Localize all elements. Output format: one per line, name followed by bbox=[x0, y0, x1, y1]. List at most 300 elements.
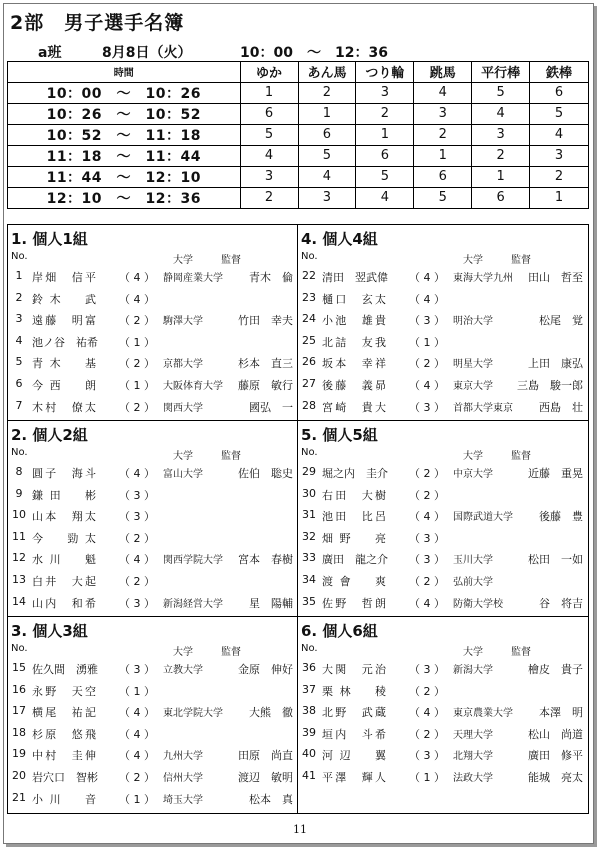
player-name: 坂本 幸祥 bbox=[322, 357, 386, 371]
rotation-squad-number: 5 bbox=[414, 187, 472, 208]
player-university: 東京農業大学 bbox=[453, 708, 513, 720]
rotation-squad-number: 6 bbox=[530, 82, 589, 103]
rotation-squad-number: 4 bbox=[356, 187, 414, 208]
player-row bbox=[298, 487, 587, 508]
player-name: 白井 大起 bbox=[32, 575, 96, 588]
player-name: 樋口 玄太 bbox=[322, 292, 386, 306]
rotation-squad-number: 3 bbox=[240, 166, 298, 187]
player-name: 今西 朗 bbox=[32, 379, 96, 392]
player-row bbox=[298, 704, 587, 725]
group-title: 4. 個人4組 bbox=[301, 230, 378, 248]
player-number: 38 bbox=[302, 704, 316, 718]
player-university: 東北学院大学 bbox=[163, 708, 223, 720]
player-year: （ 2 ） bbox=[409, 357, 445, 371]
player-year: （ 3 ） bbox=[119, 510, 155, 524]
player-year: （ 2 ） bbox=[119, 314, 155, 328]
player-university: 埼玉大学 bbox=[163, 794, 203, 806]
player-year: （ 4 ） bbox=[119, 271, 155, 284]
player-name: 中村 圭伸 bbox=[32, 749, 96, 763]
player-number: 18 bbox=[12, 725, 26, 739]
player-year: （ 3 ） bbox=[409, 400, 445, 414]
player-year: （ 4 ） bbox=[409, 510, 445, 524]
player-name: 清田 翌武偉 bbox=[322, 271, 388, 284]
player-number: 2 bbox=[15, 290, 23, 304]
player-row bbox=[298, 399, 587, 420]
player-number: 21 bbox=[12, 790, 26, 804]
player-number: 8 bbox=[15, 465, 23, 478]
column-header-no: No. bbox=[301, 251, 318, 262]
player-university: 新潟大学 bbox=[453, 665, 493, 676]
player-number: 34 bbox=[302, 573, 316, 586]
player-row bbox=[8, 551, 297, 572]
player-name: 池ノ谷 祐希 bbox=[32, 335, 98, 349]
rotation-squad-number: 1 bbox=[530, 187, 589, 208]
player-number: 12 bbox=[12, 551, 26, 565]
player-name: 小池 雄貴 bbox=[322, 314, 386, 328]
date-label: 8月8日（火） bbox=[102, 45, 192, 61]
player-year: （ 2 ） bbox=[119, 400, 155, 414]
rotation-squad-number: 2 bbox=[240, 187, 298, 208]
column-header-no: No. bbox=[301, 643, 318, 654]
player-row bbox=[298, 334, 587, 355]
player-coach: 能城 亮太 bbox=[528, 771, 583, 784]
groups-frame bbox=[7, 224, 589, 814]
player-university: 富山大学 bbox=[163, 469, 203, 480]
player-row bbox=[8, 465, 297, 486]
player-year: （ 4 ） bbox=[409, 271, 445, 284]
player-name: 廣田 龍之介 bbox=[322, 553, 388, 567]
player-university: 国際武道大学 bbox=[453, 512, 513, 524]
rotation-squad-number: 2 bbox=[472, 145, 530, 166]
player-row bbox=[8, 791, 297, 812]
player-name: 池田 比呂 bbox=[322, 510, 386, 524]
player-name: 渡會 爽 bbox=[322, 575, 386, 588]
player-year: （ 1 ） bbox=[409, 335, 445, 349]
player-number: 29 bbox=[302, 465, 316, 478]
rotation-squad-number: 2 bbox=[356, 103, 414, 124]
player-name: 後藤 義昴 bbox=[322, 379, 386, 392]
player-row bbox=[8, 747, 297, 768]
group-title: 2. 個人2組 bbox=[11, 426, 88, 444]
rotation-squad-number: 5 bbox=[472, 82, 530, 103]
column-header-no: No. bbox=[11, 251, 28, 262]
player-name: 右田 大樹 bbox=[322, 488, 386, 502]
player-university: 首都大学東京 bbox=[453, 402, 513, 414]
rotation-row bbox=[8, 82, 589, 103]
player-row bbox=[8, 355, 297, 376]
player-name: 青木 基 bbox=[32, 357, 96, 371]
player-name: 平澤 輝人 bbox=[322, 771, 386, 784]
player-year: （ 2 ） bbox=[119, 531, 155, 545]
rotation-squad-number: 4 bbox=[530, 124, 589, 145]
player-name: 北野 武蔵 bbox=[322, 706, 386, 720]
player-university: 法政大学 bbox=[453, 773, 493, 784]
player-name: 永野 天空 bbox=[32, 684, 96, 698]
player-year: （ 2 ） bbox=[409, 684, 445, 698]
player-university: 明治大学 bbox=[453, 316, 493, 328]
player-university: 駒澤大学 bbox=[163, 316, 203, 328]
player-coach: 近藤 重晃 bbox=[528, 467, 583, 480]
rotation-squad-number: 4 bbox=[298, 166, 356, 187]
rotation-squad-number: 2 bbox=[530, 166, 589, 187]
player-name: 堀之内 圭介 bbox=[322, 467, 388, 480]
rotation-squad-number: 3 bbox=[298, 187, 356, 208]
player-coach: 上田 康弘 bbox=[528, 357, 583, 371]
rotation-squad-number: 5 bbox=[240, 124, 298, 145]
player-coach: 國弘 一 bbox=[249, 400, 293, 414]
player-coach: 三島 駿一郎 bbox=[517, 379, 583, 392]
group-block bbox=[298, 421, 587, 616]
player-university: 立教大学 bbox=[163, 665, 203, 676]
player-name: 栗林 稜 bbox=[322, 684, 386, 698]
player-year: （ 4 ） bbox=[119, 292, 155, 306]
header-time: 時間 bbox=[8, 62, 241, 83]
header-pommel-horse: あん馬 bbox=[298, 62, 356, 83]
player-name: 鎌田 彬 bbox=[32, 488, 96, 502]
player-year: （ 3 ） bbox=[119, 488, 155, 502]
player-number: 10 bbox=[12, 508, 26, 522]
player-number: 33 bbox=[302, 551, 316, 565]
player-name: 木村 僚太 bbox=[32, 400, 96, 414]
player-coach: 松尾 覚 bbox=[539, 314, 583, 328]
player-university: 大阪体育大学 bbox=[163, 381, 223, 392]
group-title: 5. 個人5組 bbox=[301, 426, 378, 444]
player-row bbox=[298, 312, 587, 333]
player-name: 垣内 斗希 bbox=[322, 727, 386, 741]
player-number: 25 bbox=[302, 333, 316, 347]
player-coach: 本澤 明 bbox=[539, 706, 583, 720]
column-header-coach: 監督 bbox=[221, 451, 241, 462]
column-header-univ: 大学 bbox=[173, 647, 193, 658]
player-year: （ 4 ） bbox=[409, 379, 445, 392]
column-header-coach: 監督 bbox=[511, 255, 531, 266]
player-row bbox=[8, 269, 297, 290]
player-row bbox=[8, 661, 297, 682]
rotation-time: 12：10 〜 12：36 bbox=[8, 187, 241, 208]
player-row bbox=[298, 377, 587, 398]
column-header-univ: 大学 bbox=[463, 255, 483, 266]
player-row bbox=[298, 595, 587, 616]
rotation-squad-number: 2 bbox=[414, 124, 472, 145]
rotation-squad-number: 4 bbox=[240, 145, 298, 166]
page-number: 11 bbox=[293, 823, 307, 836]
player-number: 36 bbox=[302, 661, 316, 674]
rotation-row bbox=[8, 103, 589, 124]
player-row bbox=[298, 769, 587, 790]
player-year: （ 4 ） bbox=[119, 553, 155, 567]
header-parallel-bars: 平行棒 bbox=[472, 62, 530, 83]
rotation-squad-number: 1 bbox=[240, 82, 298, 103]
player-coach: 大熊 徹 bbox=[249, 706, 293, 720]
player-number: 23 bbox=[302, 290, 316, 304]
player-coach: 星 陽輔 bbox=[249, 596, 293, 610]
player-row bbox=[298, 291, 587, 312]
player-university: 静岡産業大学 bbox=[163, 273, 223, 284]
rotation-row bbox=[8, 187, 589, 208]
player-year: （ 2 ） bbox=[409, 727, 445, 741]
player-name: 河辺 翼 bbox=[322, 749, 386, 763]
player-year: （ 3 ） bbox=[409, 553, 445, 567]
player-row bbox=[298, 269, 587, 290]
column-header-no: No. bbox=[301, 447, 318, 458]
player-number: 35 bbox=[302, 594, 316, 608]
player-year: （ 3 ） bbox=[119, 663, 155, 676]
player-year: （ 2 ） bbox=[409, 488, 445, 502]
header-floor: ゆか bbox=[240, 62, 298, 83]
rotation-squad-number: 6 bbox=[240, 103, 298, 124]
player-year: （ 1 ） bbox=[119, 379, 155, 392]
player-coach: 谷 将吉 bbox=[539, 596, 583, 610]
player-row bbox=[8, 487, 297, 508]
rotation-squad-number: 5 bbox=[530, 103, 589, 124]
player-university: 中京大学 bbox=[453, 469, 493, 480]
player-coach: 田山 哲至 bbox=[528, 271, 583, 284]
player-university: 明星大学 bbox=[453, 359, 493, 371]
player-number: 1 bbox=[15, 269, 23, 282]
player-name: 山内 和希 bbox=[32, 596, 96, 610]
player-university: 関西大学 bbox=[163, 402, 203, 414]
player-number: 19 bbox=[12, 747, 26, 761]
player-university: 九州大学 bbox=[163, 751, 203, 763]
header-rings: つり輪 bbox=[356, 62, 414, 83]
player-year: （ 4 ） bbox=[119, 467, 155, 480]
column-header-coach: 監督 bbox=[221, 255, 241, 266]
player-year: （ 3 ） bbox=[409, 531, 445, 545]
group-title: 3. 個人3組 bbox=[11, 622, 88, 640]
player-row bbox=[298, 508, 587, 529]
player-year: （ 1 ） bbox=[119, 684, 155, 698]
player-year: （ 2 ） bbox=[119, 575, 155, 588]
player-name: 杉原 悠飛 bbox=[32, 727, 96, 741]
player-university: 信州大学 bbox=[163, 773, 203, 784]
player-row bbox=[298, 551, 587, 572]
player-row bbox=[298, 726, 587, 747]
header-vault: 跳馬 bbox=[414, 62, 472, 83]
player-row bbox=[298, 573, 587, 594]
player-name: 鈴木 武 bbox=[32, 292, 96, 306]
column-header-no: No. bbox=[11, 447, 28, 458]
player-row bbox=[8, 595, 297, 616]
player-row bbox=[8, 726, 297, 747]
rotation-squad-number: 4 bbox=[414, 82, 472, 103]
rotation-squad-number: 3 bbox=[472, 124, 530, 145]
player-number: 39 bbox=[302, 725, 316, 739]
player-university: 玉川大学 bbox=[453, 555, 493, 567]
rotation-squad-number: 6 bbox=[414, 166, 472, 187]
player-year: （ 3 ） bbox=[409, 749, 445, 763]
player-name: 佐野 哲朗 bbox=[322, 596, 386, 610]
player-row bbox=[8, 704, 297, 725]
player-coach: 松山 尚道 bbox=[528, 727, 583, 741]
player-name: 北詰 友我 bbox=[322, 335, 386, 349]
player-number: 16 bbox=[12, 682, 26, 696]
player-year: （ 3 ） bbox=[409, 314, 445, 328]
player-university: 弘前大学 bbox=[453, 577, 493, 588]
player-row bbox=[298, 530, 587, 551]
player-number: 26 bbox=[302, 355, 316, 369]
player-year: （ 2 ） bbox=[119, 771, 155, 784]
player-coach: 杉本 直三 bbox=[238, 357, 293, 371]
player-name: 水川 魁 bbox=[32, 553, 96, 567]
rotation-squad-number: 6 bbox=[298, 124, 356, 145]
player-coach: 後藤 豊 bbox=[539, 510, 583, 524]
player-row bbox=[8, 312, 297, 333]
player-coach: 金原 伸好 bbox=[238, 663, 293, 676]
player-row bbox=[298, 747, 587, 768]
player-number: 14 bbox=[12, 594, 26, 608]
rotation-time: 11：44 〜 12：10 bbox=[8, 166, 241, 187]
rotation-squad-number: 4 bbox=[472, 103, 530, 124]
group-title: 6. 個人6組 bbox=[301, 622, 378, 640]
player-number: 17 bbox=[12, 704, 26, 718]
player-year: （ 2 ） bbox=[119, 357, 155, 371]
player-number: 7 bbox=[15, 398, 23, 412]
player-year: （ 4 ） bbox=[119, 706, 155, 720]
player-coach: 宮本 春樹 bbox=[238, 553, 293, 567]
header-high-bar: 鉄棒 bbox=[530, 62, 589, 83]
player-year: （ 1 ） bbox=[119, 335, 155, 349]
player-year: （ 4 ） bbox=[409, 596, 445, 610]
rotation-squad-number: 1 bbox=[414, 145, 472, 166]
rotation-squad-number: 3 bbox=[530, 145, 589, 166]
player-name: 横尾 祐記 bbox=[32, 706, 96, 720]
rotation-time: 11：18 〜 11：44 bbox=[8, 145, 241, 166]
player-name: 小川 音 bbox=[32, 792, 96, 806]
column-header-coach: 監督 bbox=[221, 647, 241, 658]
column-header-univ: 大学 bbox=[173, 255, 193, 266]
rotation-squad-number: 3 bbox=[414, 103, 472, 124]
player-coach: 藤原 敏行 bbox=[238, 379, 293, 392]
rotation-header-row bbox=[8, 62, 589, 83]
column-header-univ: 大学 bbox=[463, 647, 483, 658]
player-row bbox=[298, 661, 587, 682]
player-name: 大関 元治 bbox=[322, 663, 386, 676]
group-label: a班 bbox=[38, 45, 62, 61]
player-coach: 西島 壮 bbox=[539, 400, 583, 414]
rotation-squad-number: 1 bbox=[298, 103, 356, 124]
player-row bbox=[298, 465, 587, 486]
player-coach: 廣田 修平 bbox=[528, 749, 583, 763]
group-block bbox=[8, 421, 297, 616]
player-row bbox=[8, 530, 297, 551]
player-year: （ 4 ） bbox=[409, 706, 445, 720]
player-row bbox=[8, 508, 297, 529]
player-university: 京都大学 bbox=[163, 359, 203, 371]
group-block bbox=[298, 617, 587, 812]
page-title: 2部 男子選手名簿 bbox=[10, 12, 185, 34]
player-coach: 松田 一如 bbox=[528, 553, 583, 567]
player-year: （ 1 ） bbox=[409, 771, 445, 784]
player-coach: 檜皮 貴子 bbox=[528, 663, 583, 676]
player-number: 20 bbox=[12, 769, 26, 782]
player-coach: 渡辺 敏明 bbox=[238, 771, 293, 784]
rotation-squad-number: 2 bbox=[298, 82, 356, 103]
player-row bbox=[8, 399, 297, 420]
rotation-table bbox=[7, 61, 589, 209]
rotation-time: 10：26 〜 10：52 bbox=[8, 103, 241, 124]
player-year: （ 3 ） bbox=[119, 596, 155, 610]
player-number: 24 bbox=[302, 312, 316, 326]
rotation-squad-number: 1 bbox=[472, 166, 530, 187]
player-university: 東海大学九州 bbox=[453, 273, 513, 284]
player-number: 13 bbox=[12, 573, 26, 586]
player-number: 28 bbox=[302, 398, 316, 412]
rotation-squad-number: 5 bbox=[298, 145, 356, 166]
player-year: （ 3 ） bbox=[409, 663, 445, 676]
player-row bbox=[298, 355, 587, 376]
player-name: 畑野 亮 bbox=[322, 531, 386, 545]
group-block bbox=[8, 617, 297, 812]
rotation-squad-number: 5 bbox=[356, 166, 414, 187]
rotation-time: 10：00 〜 10：26 bbox=[8, 82, 241, 103]
player-name: 圓子 海斗 bbox=[32, 467, 96, 480]
player-name: 岸畑 信平 bbox=[32, 271, 96, 284]
player-number: 32 bbox=[302, 529, 316, 543]
rotation-squad-number: 6 bbox=[472, 187, 530, 208]
column-header-coach: 監督 bbox=[511, 647, 531, 658]
column-header-univ: 大学 bbox=[173, 451, 193, 462]
player-year: （ 4 ） bbox=[409, 292, 445, 306]
rotation-row bbox=[8, 166, 589, 187]
player-university: 天理大学 bbox=[453, 729, 493, 741]
player-row bbox=[8, 377, 297, 398]
player-number: 3 bbox=[15, 312, 23, 326]
player-number: 37 bbox=[302, 682, 316, 696]
player-row bbox=[8, 334, 297, 355]
rotation-squad-number: 1 bbox=[356, 124, 414, 145]
player-year: （ 4 ） bbox=[119, 727, 155, 741]
time-range-label: 10：00 〜 12：36 bbox=[240, 45, 388, 61]
group-block bbox=[8, 225, 297, 420]
player-year: （ 1 ） bbox=[119, 792, 155, 806]
player-number: 40 bbox=[302, 747, 316, 761]
player-name: 宮崎 貴大 bbox=[322, 400, 386, 414]
player-name: 遠藤 明富 bbox=[32, 314, 96, 328]
player-row bbox=[8, 683, 297, 704]
player-number: 30 bbox=[302, 486, 316, 500]
rotation-time: 10：52 〜 11：18 bbox=[8, 124, 241, 145]
player-row bbox=[8, 573, 297, 594]
player-coach: 竹田 幸夫 bbox=[238, 314, 293, 328]
player-coach: 青木 倫 bbox=[249, 271, 293, 284]
player-number: 4 bbox=[15, 333, 23, 347]
player-number: 9 bbox=[15, 486, 23, 500]
player-number: 6 bbox=[15, 377, 23, 390]
column-header-coach: 監督 bbox=[511, 451, 531, 462]
player-name: 今 勁太 bbox=[32, 531, 96, 545]
rotation-squad-number: 3 bbox=[356, 82, 414, 103]
player-coach: 田原 尚直 bbox=[238, 749, 293, 763]
player-university: 東京大学 bbox=[453, 381, 493, 392]
player-row bbox=[298, 683, 587, 704]
column-header-univ: 大学 bbox=[463, 451, 483, 462]
player-name: 佐久間 湧雅 bbox=[32, 663, 98, 676]
rotation-squad-number: 6 bbox=[356, 145, 414, 166]
player-name: 山本 翔太 bbox=[32, 510, 96, 524]
player-year: （ 2 ） bbox=[409, 575, 445, 588]
player-university: 新潟経営大学 bbox=[163, 598, 223, 610]
rotation-row bbox=[8, 145, 589, 166]
player-number: 22 bbox=[302, 269, 316, 282]
player-name: 岩穴口 智彬 bbox=[32, 771, 98, 784]
player-number: 41 bbox=[302, 769, 316, 782]
player-year: （ 2 ） bbox=[409, 467, 445, 480]
player-university: 関西学院大学 bbox=[163, 555, 223, 567]
player-number: 5 bbox=[15, 355, 23, 369]
player-coach: 佐伯 聡史 bbox=[238, 467, 293, 480]
group-block bbox=[298, 225, 587, 420]
player-row bbox=[8, 291, 297, 312]
